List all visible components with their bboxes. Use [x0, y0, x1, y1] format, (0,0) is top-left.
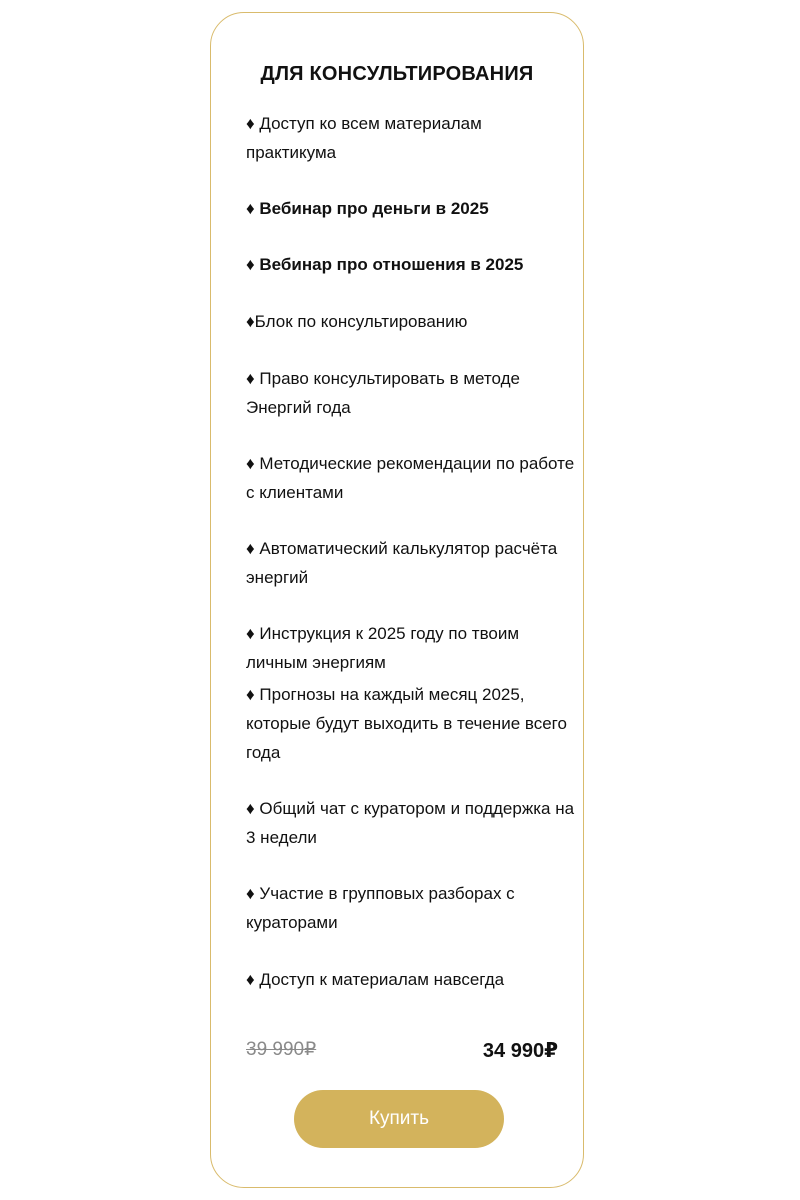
feature-item: ♦ Доступ к материалам навсегда: [246, 970, 505, 989]
feature-item: ♦ Участие в групповых разборах с кураторами: [246, 884, 515, 932]
new-price: 34 990₽: [482, 1040, 558, 1062]
feature-item: ♦ Общий чат с куратором и поддержка на 3 недели: [246, 799, 575, 847]
feature-item: ♦ Инструкция к 2025 году по твоим личным энергиям: [246, 624, 520, 672]
feature-item: ♦ Автоматический калькулятор расчёта энергий: [246, 539, 558, 587]
buy-button[interactable]: Купить: [294, 1090, 504, 1148]
feature-item: ♦ Методические рекомендации по работе с клиентами: [246, 454, 575, 502]
pricing-card: [210, 12, 584, 1188]
feature-item: ♦Блок по консультированию: [246, 312, 468, 331]
feature-item: ♦ Прогнозы на каждый месяц 2025, которые будут выходить в течение всего года: [246, 685, 567, 762]
feature-item: ♦ Вебинар про деньги в 2025: [246, 199, 489, 218]
feature-item: ♦ Право консультировать в методе Энергий года: [246, 369, 520, 417]
price-row: [246, 1038, 558, 1068]
feature-item: ♦ Доступ ко всем материалам практикума: [246, 114, 482, 162]
old-price: 39 990₽: [246, 1039, 317, 1060]
card-title: ДЛЯ КОНСУЛЬТИРОВАНИЯ: [260, 63, 534, 85]
feature-item: ♦ Вебинар про отношения в 2025: [246, 255, 524, 274]
